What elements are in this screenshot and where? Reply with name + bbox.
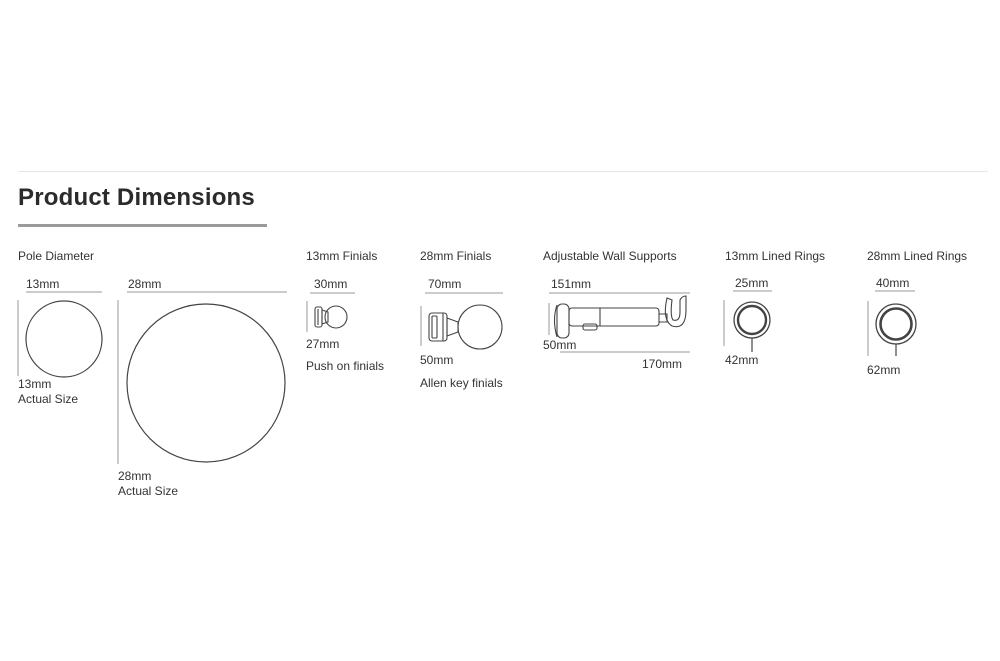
header-28mm-finials: 28mm Finials	[420, 249, 492, 263]
header-wall-supports: Adjustable Wall Supports	[543, 249, 677, 263]
wall-support-height-label: 50mm	[543, 338, 577, 352]
header-13mm-lined-rings: 13mm Lined Rings	[725, 249, 826, 263]
ring13-width-label: 25mm	[735, 276, 769, 290]
wall-support-drawing	[555, 296, 687, 338]
ring28-width-label: 40mm	[876, 276, 910, 290]
wall-support-width-label: 151mm	[551, 277, 592, 291]
header-13mm-finials: 13mm Finials	[306, 249, 378, 263]
pole-large-width-label: 28mm	[128, 277, 162, 291]
finial13-width-label: 30mm	[314, 277, 348, 291]
pole-small-width-label: 13mm	[26, 277, 60, 291]
finial13-caption: Push on finials	[306, 359, 385, 373]
wall-support-extended-label: 170mm	[642, 357, 683, 371]
pole-large-caption: Actual Size	[118, 484, 179, 498]
header-pole-diameter: Pole Diameter	[18, 249, 95, 263]
ring28-height-label: 62mm	[867, 363, 901, 377]
pole-small-caption: Actual Size	[18, 392, 79, 406]
header-28mm-lined-rings: 28mm Lined Rings	[867, 249, 968, 263]
page-title: Product Dimensions	[18, 184, 255, 211]
pole-large-height-label: 28mm	[118, 469, 152, 483]
finial28-width-label: 70mm	[428, 277, 462, 291]
ring28-drawing	[876, 304, 916, 356]
ring13-height-label: 42mm	[725, 353, 759, 367]
finial28-caption: Allen key finials	[420, 376, 503, 390]
pole-small-circle	[26, 301, 102, 377]
finial28-drawing	[429, 305, 502, 349]
finial13-height-label: 27mm	[306, 337, 340, 351]
pole-large-circle	[127, 304, 285, 462]
finial13-drawing	[315, 306, 347, 328]
ring13-drawing	[734, 302, 770, 352]
finial28-height-label: 50mm	[420, 353, 454, 367]
pole-small-height-label: 13mm	[18, 377, 52, 391]
